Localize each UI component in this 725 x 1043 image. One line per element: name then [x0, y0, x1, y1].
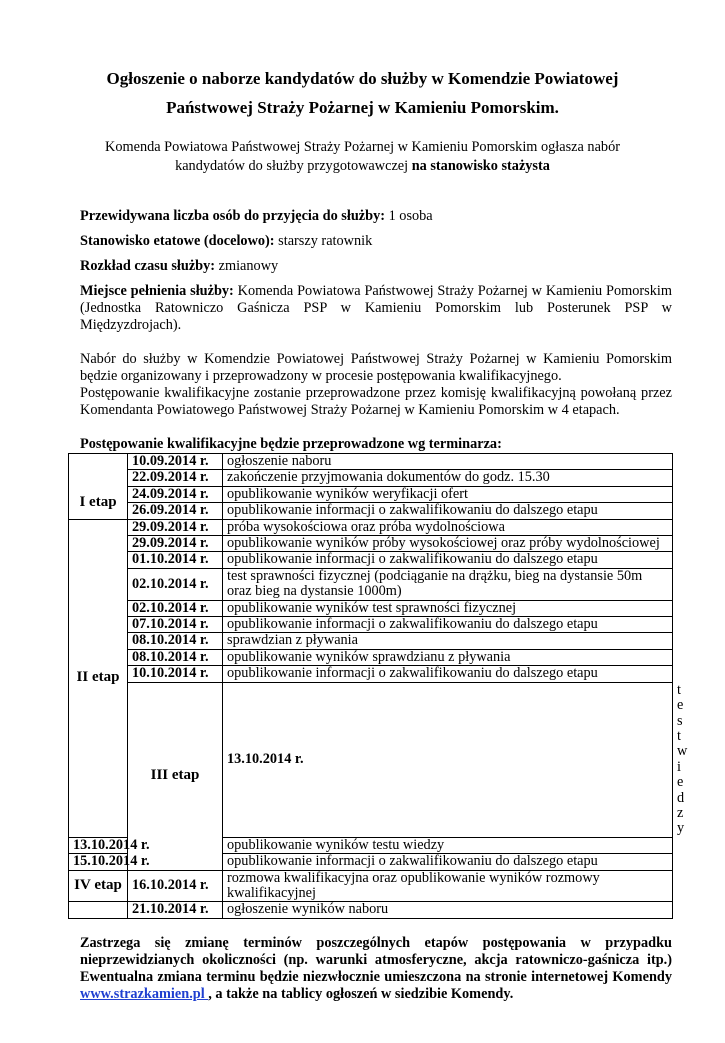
schedule-date: 22.09.2014 r. — [128, 470, 223, 486]
schedule-date: 15.10.2014 r. — [69, 854, 128, 870]
schedule-row — [69, 600, 673, 616]
schedule-row — [69, 902, 673, 918]
page-title-line-2: Państwowej Straży Pożarnej w Kamieniu Pomorskim. — [166, 98, 559, 117]
footer-after-text: , a także na tablicy ogłoszeń w siedzibie Komendy. — [208, 985, 514, 1002]
schedule-date: 29.09.2014 r. — [128, 519, 223, 535]
intro-paragraph — [90, 138, 635, 176]
schedule-description — [223, 552, 673, 568]
description-line: test sprawności fizycznej (podciąganie na drążku, bieg na dystansie 50m — [227, 567, 643, 584]
schedule-description — [223, 666, 673, 682]
schedule-date: 08.10.2014 r. — [128, 633, 223, 649]
schedule-description — [223, 519, 673, 535]
field-location — [80, 283, 672, 334]
schedule-date: 24.09.2014 r. — [128, 486, 223, 502]
description-line: zakończenie przyjmowania dokumentów do godz. 15.30 — [227, 469, 550, 486]
schedule-description — [223, 568, 673, 600]
schedule-row — [69, 568, 673, 600]
schedule-row — [69, 454, 673, 470]
page-title-line-1: Ogłoszenie o naborze kandydatów do służby w Komendzie Powiatowej — [106, 69, 619, 88]
schedule-date: 01.10.2014 r. — [128, 552, 223, 568]
field-label: Miejsce pełnienia służby: — [80, 283, 234, 299]
schedule-row: III etap 13.10.2014 r. test wiedzy — [69, 682, 673, 837]
schedule-date: 29.09.2014 r. — [128, 536, 223, 552]
schedule-description — [223, 617, 673, 633]
description-line: opublikowanie informacji o zakwalifikowaniu do dalszego etapu — [227, 853, 598, 870]
description-line: opublikowanie informacji o zakwalifikowaniu do dalszego etapu — [227, 665, 598, 682]
schedule-date: 08.10.2014 r. — [128, 649, 223, 665]
schedule-description — [223, 470, 673, 486]
schedule-row — [69, 486, 673, 502]
intro-text: Komenda Powiatowa Państwowej Straży Pożarnej w Kamieniu Pomorskim ogłasza nabór kandydatów do służby przygotowawczej — [105, 139, 620, 174]
schedule-description — [223, 600, 673, 616]
description-line: opublikowanie wyników sprawdzianu z pływania — [227, 648, 511, 665]
description-line: opublikowanie wyników weryfikacji ofert — [227, 485, 468, 502]
field-label: Rozkład czasu służby: — [80, 258, 216, 274]
schedule-row — [69, 503, 673, 519]
schedule-row — [69, 519, 673, 535]
footer-note — [80, 935, 672, 1003]
stage-cell — [69, 902, 128, 918]
description-line: opublikowanie wyników próby wysokościowej oraz próby wydolnościowej — [227, 535, 660, 552]
description-line: próba wysokościowa oraz próba wydolnościowa — [227, 518, 505, 535]
description-line: ogłoszenie wyników naboru — [227, 901, 389, 918]
schedule-date: 13.10.2014 r. — [69, 837, 128, 853]
stage-cell: III etap — [128, 682, 223, 870]
field-position — [80, 233, 672, 250]
schedule-description — [223, 854, 673, 870]
field-headcount — [80, 208, 672, 225]
description-line: opublikowanie informacji o zakwalifikowaniu do dalszego etapu — [227, 502, 598, 519]
schedule-row — [69, 552, 673, 568]
description-line: opublikowanie informacji o zakwalifikowaniu do dalszego etapu — [227, 551, 598, 568]
schedule-description — [223, 633, 673, 649]
details-section — [80, 208, 672, 453]
body-paragraph-1: Nabór do służby w Komendzie Powiatowej Państwowej Straży Pożarnej w Kamieniu Pomorskim będzie organizowany i przeprowadzony w procesie postępowania kwalifikacyjnego. — [80, 351, 672, 384]
schedule-row — [69, 633, 673, 649]
field-label: Przewidywana liczba osób do przyjęcia do służby: — [80, 208, 385, 224]
schedule-row — [69, 870, 673, 902]
description-line: ogłoszenie naboru — [227, 453, 332, 469]
schedule-date: 07.10.2014 r. — [128, 617, 223, 633]
schedule-row — [69, 536, 673, 552]
schedule-description — [223, 902, 673, 918]
field-value: zmianowy — [215, 258, 279, 274]
schedule-description — [223, 837, 673, 853]
description-line: opublikowanie informacji o zakwalifikowaniu do dalszego etapu — [227, 616, 598, 633]
schedule-table — [68, 453, 688, 919]
schedule-row — [69, 470, 673, 486]
schedule-description — [223, 486, 673, 502]
schedule-description — [223, 649, 673, 665]
schedule-date: 10.09.2014 r. — [128, 454, 223, 470]
stage-cell: IV etap — [69, 870, 128, 902]
schedule-heading: Postępowanie kwalifikacyjne będzie przeprowadzone wg terminarza: — [80, 436, 502, 452]
schedule-description — [223, 536, 673, 552]
description-line: opublikowanie wyników test sprawności fizycznej — [227, 599, 517, 616]
schedule-date: 02.10.2014 r. — [128, 568, 223, 600]
body-paragraph-2: Postępowanie kwalifikacyjne zostanie przeprowadzone przez komisję kwalifikacyjną powołaną przez Komendanta Powiatowego Państwowej Straży Pożarnej w Kamieniu Pomorskim w 4 etapach. — [80, 385, 672, 418]
schedule-date: 21.10.2014 r. — [128, 902, 223, 918]
schedule-description — [223, 503, 673, 519]
schedule-date: 10.10.2014 r. — [128, 666, 223, 682]
schedule-row — [69, 666, 673, 682]
intro-position: na stanowisko stażysta — [411, 158, 550, 174]
stage-cell: I etap — [69, 454, 128, 520]
schedule-date: 26.09.2014 r. — [128, 503, 223, 519]
description-line: opublikowanie wyników testu wiedzy — [227, 836, 445, 853]
description-line: sprawdzian z pływania — [227, 632, 359, 649]
schedule-row — [69, 617, 673, 633]
schedule-row — [69, 649, 673, 665]
field-value: Komenda Powiatowa Państwowej Straży Pożarnej w Kamieniu Pomorskim (Jednostka Ratowniczo Gaśnicza PSP w Kamieniu Pomorskim lub Posterunek PSP w Międzyzdrojach). — [80, 283, 672, 333]
field-value: 1 osoba — [385, 208, 433, 224]
description-line: rozmowa kwalifikacyjna oraz opublikowanie wyników rozmowy kwalifikacyjnej — [227, 869, 600, 901]
footer-text: Zastrzega się zmianę terminów poszczególnych etapów postępowania w przypadku nieprzewidzianych okoliczności (np. warunki atmosferyczne, akcja ratowniczo-gaśnicza itp.) Ewentualna zmiana terminu będzie niezwłocznie umieszczona na stronie internetowej Komendy — [80, 934, 672, 985]
field-schedule-type — [80, 258, 672, 275]
schedule-description — [223, 870, 673, 902]
field-value: starszy ratownik — [274, 233, 373, 249]
description-line: oraz bieg na dystansie 1000m) — [227, 583, 402, 600]
field-label: Stanowisko etatowe (docelowo): — [80, 233, 275, 249]
schedule-date: 02.10.2014 r. — [128, 600, 223, 616]
website-link[interactable]: www.strazkamien.pl — [80, 985, 209, 1002]
stage-cell: II etap — [69, 519, 128, 837]
schedule-description — [223, 454, 673, 470]
schedule-date: 13.10.2014 r. — [223, 682, 673, 837]
schedule-date: 16.10.2014 r. — [128, 870, 223, 902]
